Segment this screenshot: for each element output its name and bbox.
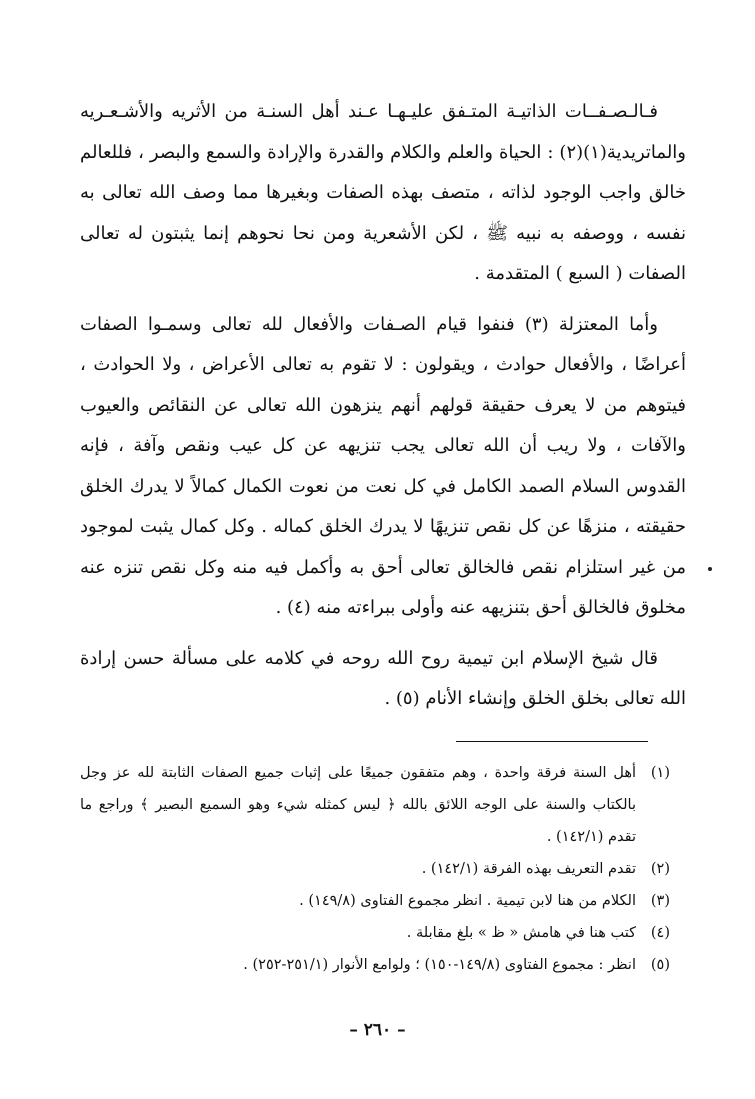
footnote-number: (٥) [650, 957, 670, 973]
footnote [80, 757, 670, 853]
paragraph-2: وأما المعتزلة (٣) فنفوا قيام الصـفات والأفعال لله تعالى وسمـوا الصفات أعراضًا ، والأفعال حوادث ، ويقولون : لا تقوم به تعالى الأعراض ، ولا الحوادث ، فيتوهم من لا يعرف حقيقة قولهم أنهم ينزهون الله تعالى عن النقائص والعيوب والآفات ، ولا ريب أن الله تعالى يجب تنزيهه عن كل عيب ونقص وآفة ، فإنه القدوس السلام الصمد الكامل في كل نعت من نعوت الكمال كمالاً لا يدرك الخلق حقيقته ، منزهًا عن كل نقص تنزيهًا لا يدرك الخلق كماله . وكل كمال يثبت لموجود من غير استلزام نقص فالخالق تعالى أحق به وأكمل فيه منه وكل نقص تنزه عنه مخلوق فالخالق أحق بتنزيهه عنه وأولى ببراءته منه (٤) . [80, 313, 686, 618]
page-number: – ٢٦٠ – [349, 1020, 406, 1040]
footnote-number: (٢) [650, 861, 670, 877]
footnote-separator [456, 741, 648, 742]
footnote-text: كتب هنا في هامش « ظ » بلغ مقابلة . [406, 925, 636, 941]
paragraph-3: قال شيخ الإسلام ابن تيمية روح الله روحه في كلامه على مسألة حسن إرادة الله تعالى بخلق الخلق وإنشاء الأنام (٥) . [80, 647, 686, 709]
footnote [80, 949, 670, 981]
footnote [80, 917, 670, 949]
paragraph-1: فـالـصـفــات الذاتيـة المتـفق عليـهـا عـند أهل السنـة من الأثريه والأشـعـريه والماتريدية(١)(٢) : الحياة والعلم والكلام والقدرة والإرادة والسمع والبصر ، فللعالم خالق واجب الوجود لذاته ، متصف بهذه الصفات وبغيرها مما وصف الله تعالى به نفسه ، ووصفه به نبيه ﷺ ، لكن الأشعرية ومن نحا نحوهم إنما يثبتون له تعالى الصفات ( السبع ) المتقدمة . [80, 101, 686, 284]
footnote [80, 885, 670, 917]
footnotes [80, 757, 670, 981]
footnote-text: الكلام من هنا لابن تيمية . انظر مجموع الفتاوى (١٤٩/٨) . [299, 893, 636, 909]
footnote-text: أهل السنة فرقة واحدة ، وهم متفقون جميعًا على إثبات جميع الصفات الثابتة لله عز وجل بالكتاب والسنة على الوجه اللائق بالله ﴿ ليس كمثله شيء وهو السميع البصير ﴾ وراجع ما تقدم (١٤٢/١) . [80, 765, 636, 845]
margin-dot [708, 567, 712, 571]
footnote-text: انظر : مجموع الفتاوى (١٤٩/٨-١٥٠) ؛ ولوامع الأنوار (٢٥١/١-٢٥٢) . [243, 957, 636, 973]
footnote [80, 853, 670, 885]
footnote-number: (٤) [650, 925, 670, 941]
footnote-text: تقدم التعريف بهذه الفرقة (١٤٢/١) . [421, 861, 636, 877]
footnote-number: (١) [650, 765, 670, 781]
footnote-number: (٣) [650, 893, 670, 909]
main-text [80, 92, 686, 730]
